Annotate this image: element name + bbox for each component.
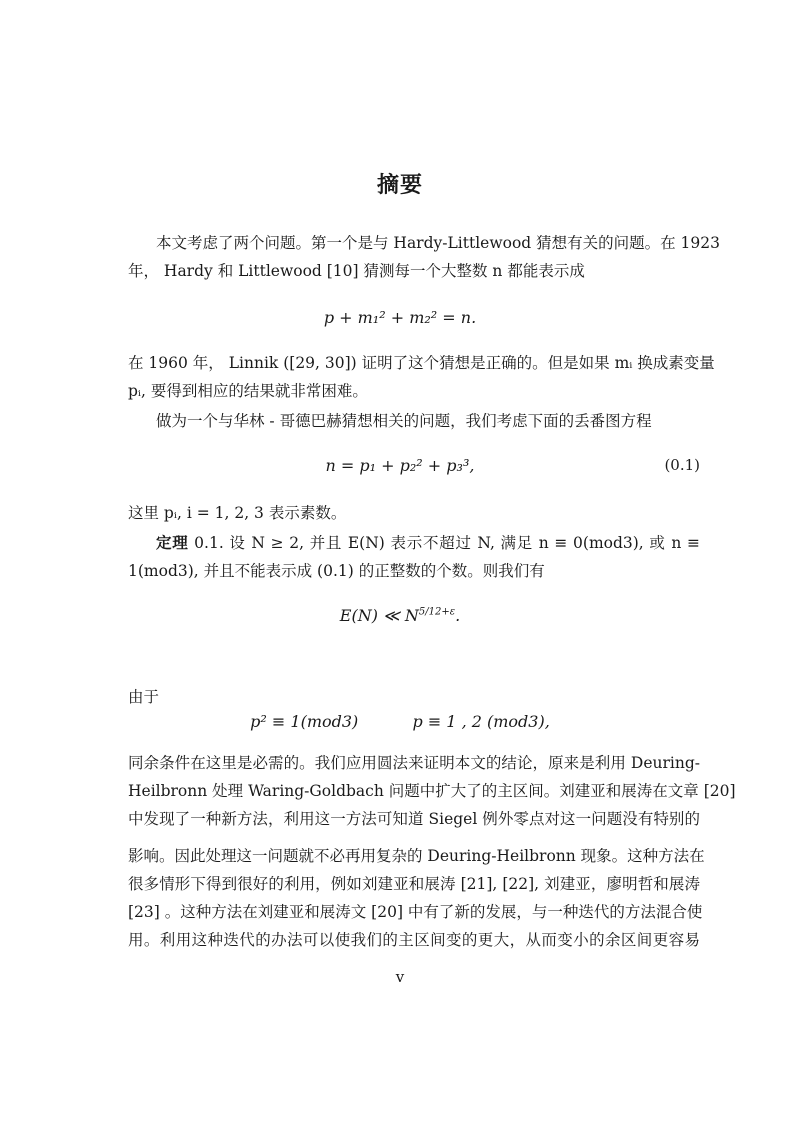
paragraph-5-line-6: [23] 。这种方法在刘建亚和展涛文 [20] 中有了新的发展，与一种迭代的方法混合使 (128, 903, 703, 921)
paragraph-2-line-1: 在 1960 年， Linnik ([29, 30]) 证明了这个猜想是正确的。但是如果 mᵢ 换成素变量 (128, 354, 715, 372)
equation-main-body: n = p₁ + p₂² + p₃³, (325, 456, 475, 475)
theorem-line-2: 1(mod3), 并且不能表示成 (0.1) 的正整数的个数。则我们有 (128, 562, 545, 580)
equation-main (0, 456, 800, 475)
since-text: 由于 (128, 688, 160, 706)
equation-congruences (0, 712, 800, 731)
paragraph-3: 做为一个与华林 - 哥德巴赫猜想相关的问题，我们考虑下面的丢番图方程 (156, 412, 652, 430)
equation-congruence-1: p² ≡ 1(mod3) (250, 712, 359, 731)
theorem-label: 定理 (156, 533, 189, 552)
page-title: 摘要 (376, 173, 423, 198)
equation-congruence-2: p ≡ 1 , 2 (mod3), (412, 712, 550, 731)
paragraph-5-line-4: 影响。因此处理这一问题就不必再用复杂的 Deuring-Heilbronn 现象。这种方法在 (128, 847, 705, 865)
theorem-number: 0.1. (194, 534, 224, 552)
paragraph-5-line-1: 同余条件在这里是必需的。我们应用圆法来证明本文的结论，原来是利用 Deuring- (128, 754, 700, 772)
equation-bound-exponent: 5/12+ε (418, 606, 456, 618)
equation-number: (0.1) (664, 456, 700, 474)
paragraph-4: 这里 pᵢ, i = 1, 2, 3 表示素数。 (128, 504, 347, 522)
theorem-text-1: 设 N ≥ 2, 并且 E(N) 表示不超过 N, 满足 n ≡ 0(mod3), 或 n ≡ (229, 534, 700, 552)
theorem-line-1 (156, 532, 700, 554)
equation-bound-base: E(N) ≪ N (339, 606, 419, 625)
equation-hardy-littlewood: p + m₁² + m₂² = n. (323, 308, 477, 327)
paragraph-2-line-2: pᵢ, 要得到相应的结果就非常困难。 (128, 382, 368, 400)
paragraph-5-line-5: 很多情形下得到很好的利用，例如刘建亚和展涛 [21], [22], 刘建亚，廖明哲和展涛 (128, 875, 700, 893)
paragraph-5-line-3: 中发现了一种新方法，利用这一方法可知道 Siegel 例外零点对这一问题没有特别的 (128, 810, 700, 828)
paragraph-5-line-7: 用。利用这种迭代的办法可以使我们的主区间变的更大，从而变小的余区间更容易 (128, 931, 700, 949)
paragraph-1-line-2: 年， Hardy 和 Littlewood [10] 猜测每一个大整数 n 都能表示成 (128, 262, 585, 280)
page-number: v (395, 968, 405, 986)
paragraph-1-line-1: 本文考虑了两个问题。第一个是与 Hardy-Littlewood 猜想有关的问题。在 1923 (156, 234, 721, 252)
equation-bound: E(N) ≪ $N^{5/12+\varepsilon}$. (339, 606, 461, 625)
paragraph-5-line-2: Heilbronn 处理 Waring-Goldbach 问题中扩大了的主区间。刘建亚和展涛在文章 [20] (128, 782, 736, 800)
